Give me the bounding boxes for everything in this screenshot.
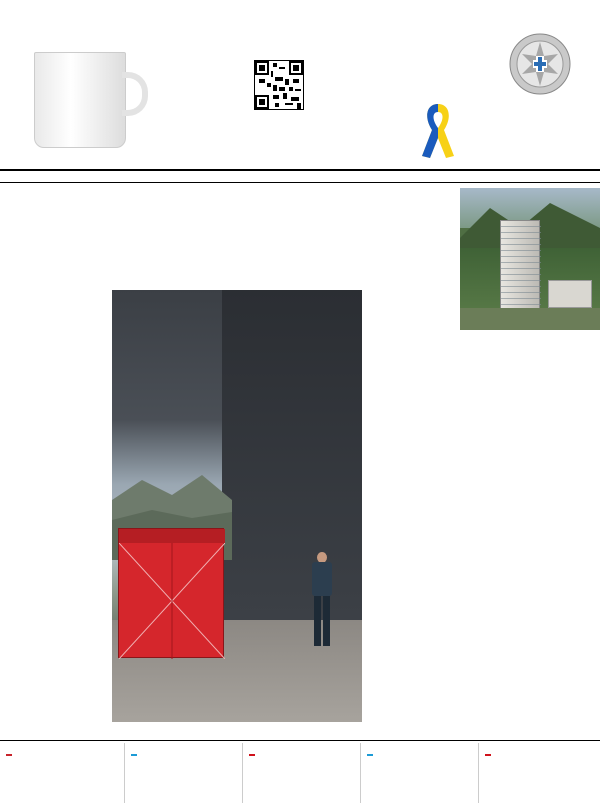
mug-ad[interactable]	[10, 52, 158, 152]
issue-info	[172, 136, 252, 143]
patronite-qr-code[interactable]	[254, 60, 304, 110]
szczawnica-column-1	[367, 376, 441, 514]
teaser-4[interactable]	[360, 743, 472, 803]
masthead-title	[160, 55, 460, 106]
teaser-2-section	[131, 754, 137, 756]
teaser-1[interactable]	[6, 743, 116, 803]
lead-column-1	[6, 206, 110, 726]
hotel-photo	[460, 188, 600, 330]
vote-column-1	[344, 566, 424, 718]
teaser-5[interactable]	[478, 743, 598, 803]
mug-handle	[122, 72, 148, 116]
lead-photo	[112, 290, 362, 722]
teaser-3-section	[249, 754, 255, 756]
teaser-4-section	[367, 754, 373, 756]
teaser-5-section	[485, 754, 491, 756]
szczawnica-body-2	[446, 376, 520, 484]
teaser-strip	[0, 740, 600, 741]
rescuer-figure	[308, 552, 336, 652]
teaser-2[interactable]	[124, 743, 234, 803]
szczawnica-column-3	[524, 376, 596, 502]
mug-side-label	[13, 72, 23, 152]
hotel-building	[500, 220, 540, 312]
informator-banner[interactable]	[168, 22, 468, 48]
ukraine-ribbon-icon	[418, 100, 458, 160]
red-tent	[118, 528, 224, 658]
teaser-1-section	[6, 754, 12, 756]
topr-emblem-icon	[508, 32, 572, 96]
mug-body	[34, 52, 126, 148]
vote-column-3	[512, 566, 596, 718]
tagline-bar	[0, 169, 600, 183]
szczawnica-column-2	[446, 376, 520, 516]
vote-column-2	[428, 566, 508, 718]
teaser-3[interactable]	[242, 743, 354, 803]
